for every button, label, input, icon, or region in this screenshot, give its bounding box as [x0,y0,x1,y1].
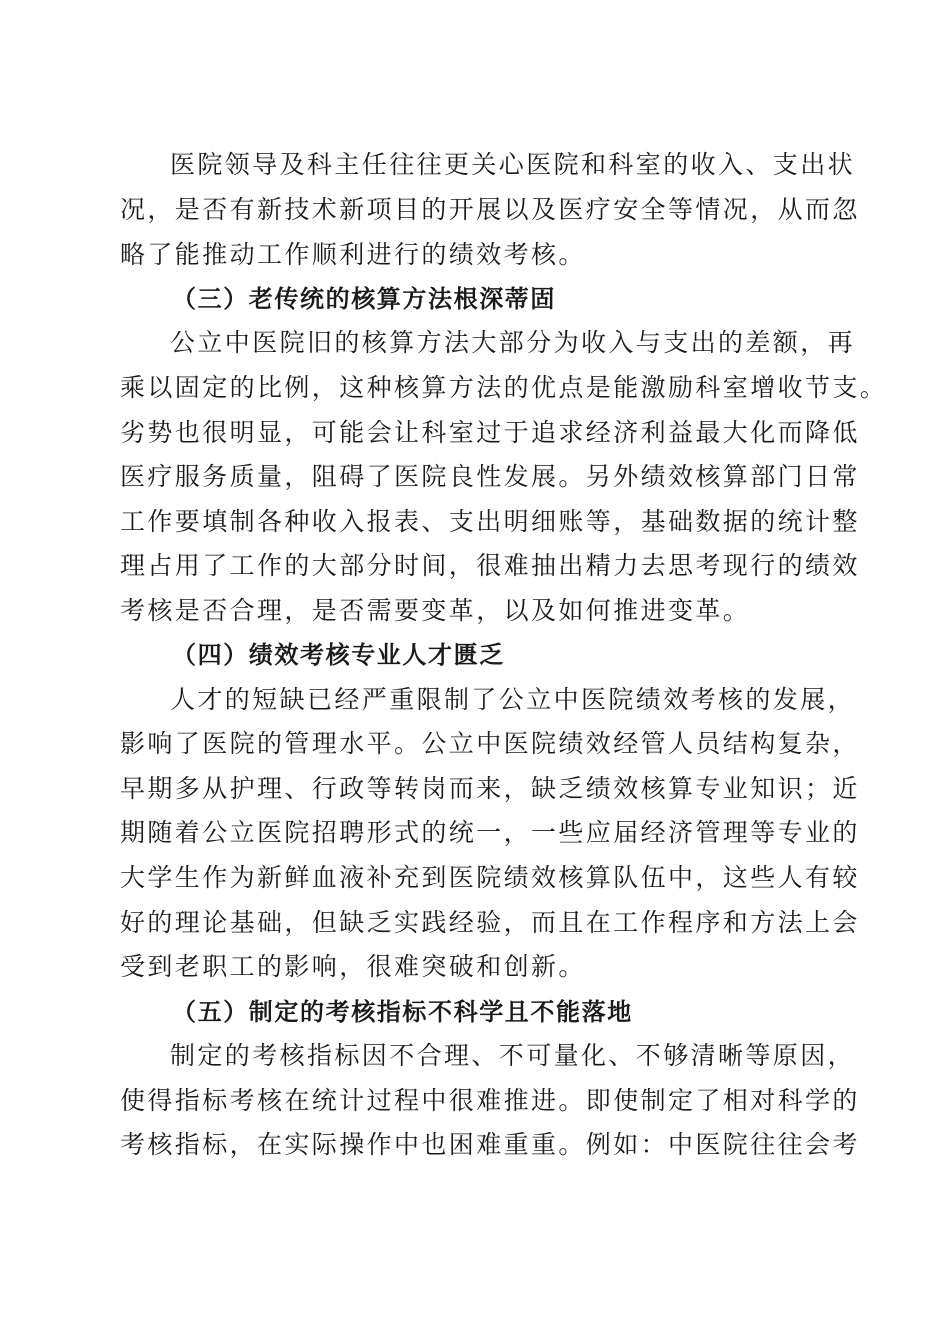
paragraph-line: 人才的短缺已经严重限制了公立中医院绩效考核的发展， [170,685,856,714]
paragraph-line: 理占用了工作的大部分时间，很难抽出精力去思考现行的绩效 [120,551,860,580]
paragraph-line: 乘以固定的比例，这种核算方法的优点是能激励科室增收节支。 [120,373,888,402]
paragraph-line: 好的理论基础，但缺乏实践经验，而且在工作程序和方法上会 [120,908,860,937]
paragraph-line: 况，是否有新技术新项目的开展以及医疗安全等情况，从而忽 [120,195,860,224]
paragraph-line: 影响了医院的管理水平。公立中医院绩效经管人员结构复杂， [120,729,860,758]
paragraph-line: 期随着公立医院招聘形式的统一，一些应届经济管理等专业的 [120,818,860,847]
paragraph-line: 大学生作为新鲜血液补充到医院绩效核算队伍中，这些人有较 [120,863,860,892]
paragraph-line: 略了能推动工作顺利进行的绩效考核。 [120,240,586,269]
paragraph-line: 考核是否合理，是否需要变革，以及如何推进变革。 [120,596,751,625]
paragraph-line: 使得指标考核在统计过程中很难推进。即使制定了相对科学的 [120,1086,860,1115]
paragraph-line: 公立中医院旧的核算方法大部分为收入与支出的差额，再 [170,328,856,357]
paragraph-line: 劣势也很明显，可能会让科室过于追求经济利益最大化而降低 [120,418,860,447]
section-heading-5: （五）制定的考核指标不科学且不能落地 [172,998,633,1026]
paragraph-line: 早期多从护理、行政等转岗而来，缺乏绩效核算专业知识；近 [120,774,860,803]
section-heading-4: （四）绩效考核专业人才匮乏 [172,641,505,669]
paragraph-line: 考核指标，在实际操作中也困难重重。例如：中医院往往会考 [120,1130,860,1159]
paragraph-line: 工作要填制各种收入报表、支出明细账等，基础数据的统计整 [120,507,860,536]
paragraph-line: 医院领导及科主任往往更关心医院和科室的收入、支出状 [170,150,856,179]
paragraph-line: 制定的考核指标因不合理、不可量化、不够清晰等原因， [170,1041,856,1070]
section-heading-3: （三）老传统的核算方法根深蒂固 [172,285,556,313]
paragraph-line: 医疗服务质量，阻碍了医院良性发展。另外绩效核算部门日常 [120,462,860,491]
paragraph-line: 受到老职工的影响，很难突破和创新。 [120,952,586,981]
